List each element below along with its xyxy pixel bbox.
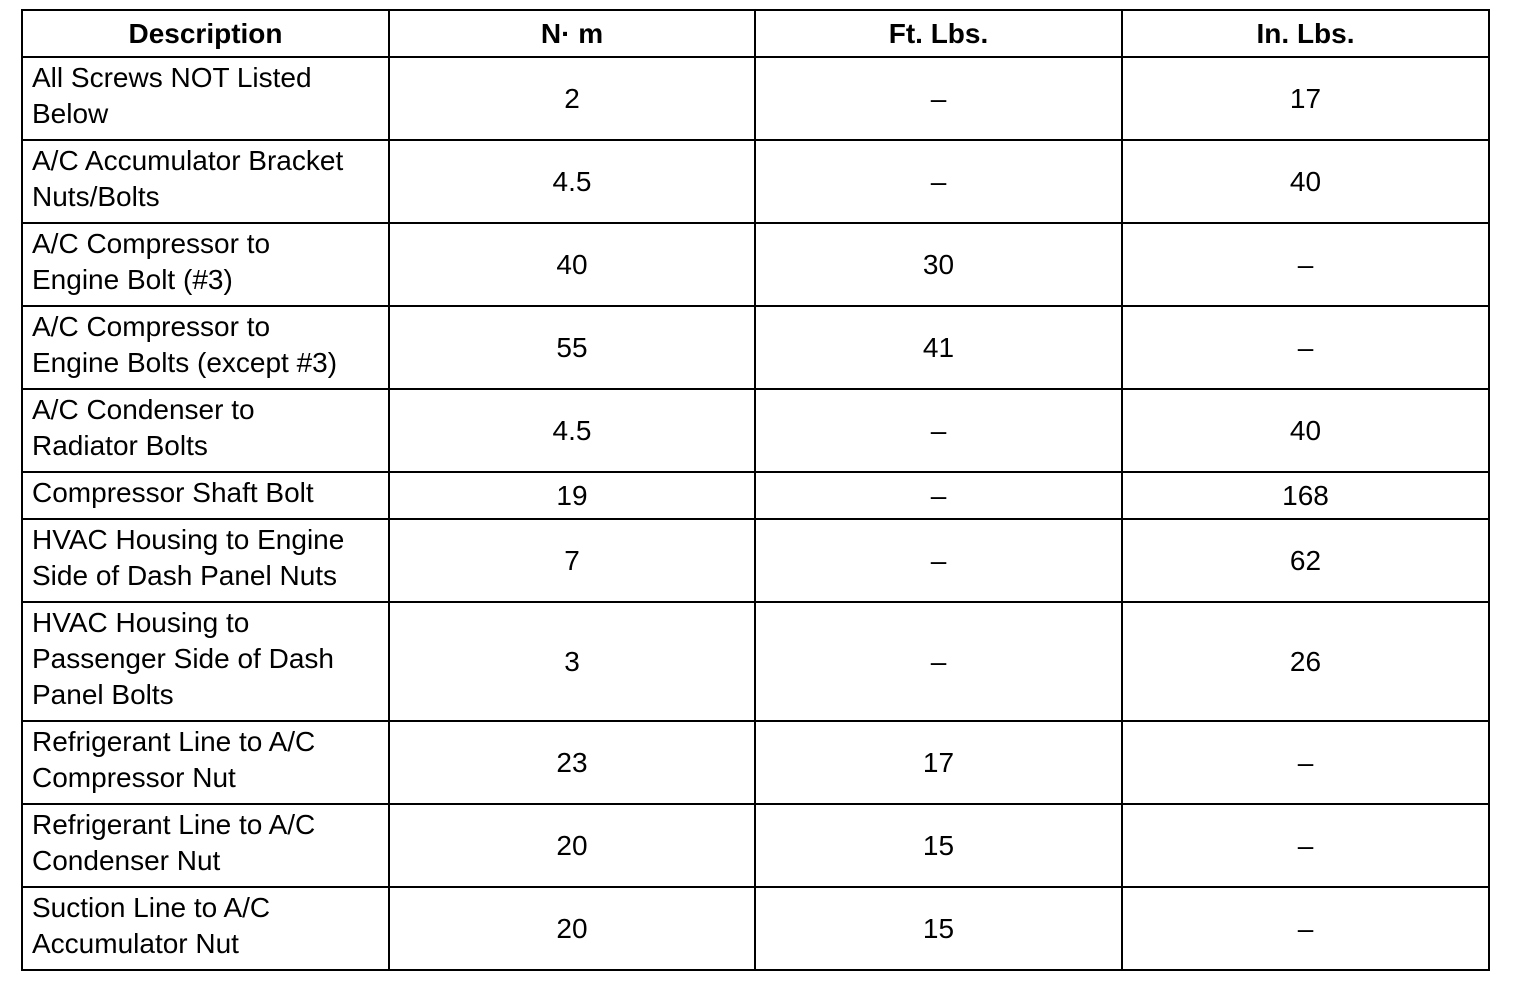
header-in-lbs: In. Lbs.: [1122, 10, 1489, 57]
header-description: Description: [22, 10, 389, 57]
nm-cell: 7: [389, 519, 755, 602]
table-row: [22, 389, 1489, 472]
table-row: [22, 602, 1489, 721]
ft-lbs-cell: 30: [755, 223, 1122, 306]
ft-lbs-cell: –: [755, 519, 1122, 602]
nm-cell: 4.5: [389, 389, 755, 472]
description-cell: [22, 887, 389, 970]
description-cell: [22, 602, 389, 721]
table-row: [22, 804, 1489, 887]
in-lbs-cell: 40: [1122, 140, 1489, 223]
description-line: A/C Compressor to: [32, 228, 271, 259]
description-cell: [22, 519, 389, 602]
nm-cell: 55: [389, 306, 755, 389]
table-row: [22, 57, 1489, 140]
description-line: Refrigerant Line to A/C: [32, 809, 316, 840]
description-line: A/C Accumulator Bracket: [32, 145, 344, 176]
ft-lbs-cell: 17: [755, 721, 1122, 804]
table-row: [22, 721, 1489, 804]
nm-cell: 40: [389, 223, 755, 306]
description-cell: [22, 721, 389, 804]
description-line: Panel Bolts: [32, 679, 174, 710]
description-line: Refrigerant Line to A/C: [32, 726, 316, 757]
ft-lbs-cell: –: [755, 472, 1122, 519]
description-line: Condenser Nut: [32, 845, 221, 876]
table-row: [22, 306, 1489, 389]
in-lbs-cell: –: [1122, 306, 1489, 389]
ft-lbs-cell: –: [755, 57, 1122, 140]
description-line: Engine Bolts (except #3): [32, 347, 338, 378]
in-lbs-cell: –: [1122, 223, 1489, 306]
nm-cell: 20: [389, 804, 755, 887]
description-line: A/C Compressor to: [32, 311, 271, 342]
header-ft-lbs: Ft. Lbs.: [755, 10, 1122, 57]
ft-lbs-cell: 41: [755, 306, 1122, 389]
description-line: Side of Dash Panel Nuts: [32, 560, 338, 591]
description-line: Compressor Shaft Bolt: [32, 477, 314, 508]
description-line: Suction Line to A/C: [32, 892, 271, 923]
description-cell: [22, 57, 389, 140]
description-cell: [22, 140, 389, 223]
description-line: Engine Bolt (#3): [32, 264, 233, 295]
nm-cell: 23: [389, 721, 755, 804]
in-lbs-cell: –: [1122, 804, 1489, 887]
in-lbs-cell: –: [1122, 887, 1489, 970]
table-row: [22, 223, 1489, 306]
in-lbs-cell: 168: [1122, 472, 1489, 519]
description-line: HVAC Housing to: [32, 607, 250, 638]
nm-cell: 4.5: [389, 140, 755, 223]
table-header-row: [22, 10, 1489, 57]
ft-lbs-cell: 15: [755, 804, 1122, 887]
ft-lbs-cell: –: [755, 140, 1122, 223]
in-lbs-cell: –: [1122, 721, 1489, 804]
table-row: [22, 887, 1489, 970]
description-cell: [22, 389, 389, 472]
description-line: Nuts/Bolts: [32, 181, 160, 212]
description-line: A/C Condenser to: [32, 394, 255, 425]
in-lbs-cell: 17: [1122, 57, 1489, 140]
nm-cell: 3: [389, 602, 755, 721]
header-nm: N· m: [389, 10, 755, 57]
in-lbs-cell: 26: [1122, 602, 1489, 721]
description-line: Compressor Nut: [32, 762, 236, 793]
description-line: Radiator Bolts: [32, 430, 208, 461]
table-row: [22, 140, 1489, 223]
ft-lbs-cell: –: [755, 602, 1122, 721]
in-lbs-cell: 62: [1122, 519, 1489, 602]
description-cell: [22, 306, 389, 389]
description-line: HVAC Housing to Engine: [32, 524, 345, 555]
ft-lbs-cell: –: [755, 389, 1122, 472]
nm-cell: 20: [389, 887, 755, 970]
description-line: Below: [32, 98, 109, 129]
ft-lbs-cell: 15: [755, 887, 1122, 970]
table-row: [22, 472, 1489, 519]
description-cell: [22, 472, 389, 519]
description-cell: [22, 223, 389, 306]
description-line: All Screws NOT Listed: [32, 62, 312, 93]
description-cell: [22, 804, 389, 887]
description-line: Accumulator Nut: [32, 928, 239, 959]
description-line: Passenger Side of Dash: [32, 643, 334, 674]
table-row: [22, 519, 1489, 602]
nm-cell: 2: [389, 57, 755, 140]
in-lbs-cell: 40: [1122, 389, 1489, 472]
nm-cell: 19: [389, 472, 755, 519]
torque-spec-table: [21, 9, 1490, 971]
table-body: [22, 57, 1489, 970]
